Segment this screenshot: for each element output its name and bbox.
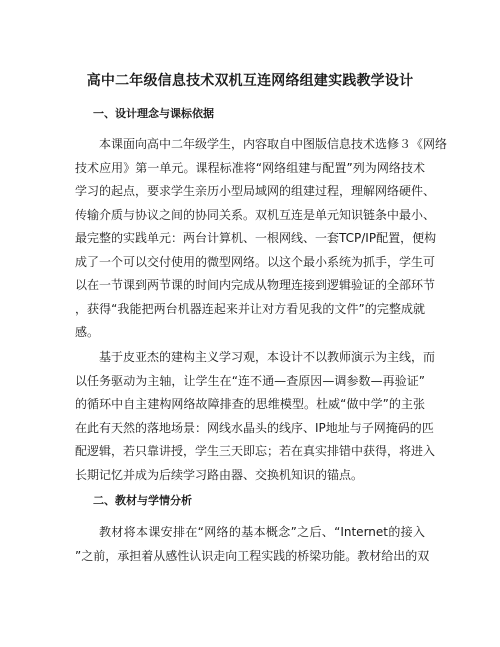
- paragraph-line: 最完整的实践单元：两台计算机、一根网线、一套TCP/IP配置，便构: [75, 231, 437, 245]
- paragraph-line: 传输介质与协议之间的协同关系。双机互连是单元知识链条中最小、: [75, 207, 436, 222]
- paragraph-line: 教材将本课安排在“网络的基本概念”之后、“Internet的接入: [99, 525, 425, 539]
- section-heading-textbook-analysis: 二、教材与学情分析: [93, 494, 192, 507]
- paragraph-line: 配逻辑，若只靠讲授，学生三天即忘；若在真实排错中获得，将进入: [75, 444, 436, 458]
- paragraph-line: 以任务驱动为主轴，让学生在“连不通—查原因—调参数—再验证”: [75, 373, 425, 388]
- paragraph-line: ”之前，承担着从感性认识走向工程实践的桥梁功能。教材给出的双: [75, 548, 430, 563]
- paragraph-line: 以在一节课到两节课的时间内完成从物理连接到逻辑验证的全部环节: [75, 278, 436, 292]
- section-heading-design-philosophy: 一、设计理念与课标依据: [93, 107, 214, 120]
- paragraph-line: 基于皮亚杰的建构主义学习观，本设计不以教师演示为主线，而: [99, 350, 436, 364]
- document-title: 高中二年级信息技术双机互连网络组建实践教学设计: [86, 73, 414, 89]
- paragraph-line: 学习的起点，要求学生亲历小型局域网的组建过程，理解网络硬件、: [75, 184, 436, 198]
- paragraph-line: 长期记忆并成为后续学习路由器、交换机知识的锚点。: [75, 467, 364, 482]
- paragraph-line: 本课面向高中二年级学生，内容取自中图版信息技术选修３《网络: [99, 137, 448, 151]
- paragraph-line: ，获得“我能把两台机器连起来并让对方看见我的文件”的完整成就: [75, 301, 425, 316]
- paragraph-textbook-position: [75, 521, 430, 568]
- paragraph-line: 在此有天然的落地场景：网线水晶头的线序、IP地址与子网掩码的匹: [75, 420, 434, 435]
- paragraph-line: 的循环中自主建构网络故障排查的思维模型。杜威“做中学”的主张: [75, 397, 425, 411]
- paragraph-line: 技术应用》第一单元。课程标准将“网络组建与配置”列为网络技术: [75, 160, 425, 175]
- paragraph-line: 成了一个可以交付使用的微型网络。以这个最小系统为抓手，学生可: [75, 254, 436, 269]
- paragraph-line: 感。: [75, 325, 100, 339]
- paragraph-course-overview: [75, 133, 448, 345]
- paragraph-constructivism: [75, 346, 436, 487]
